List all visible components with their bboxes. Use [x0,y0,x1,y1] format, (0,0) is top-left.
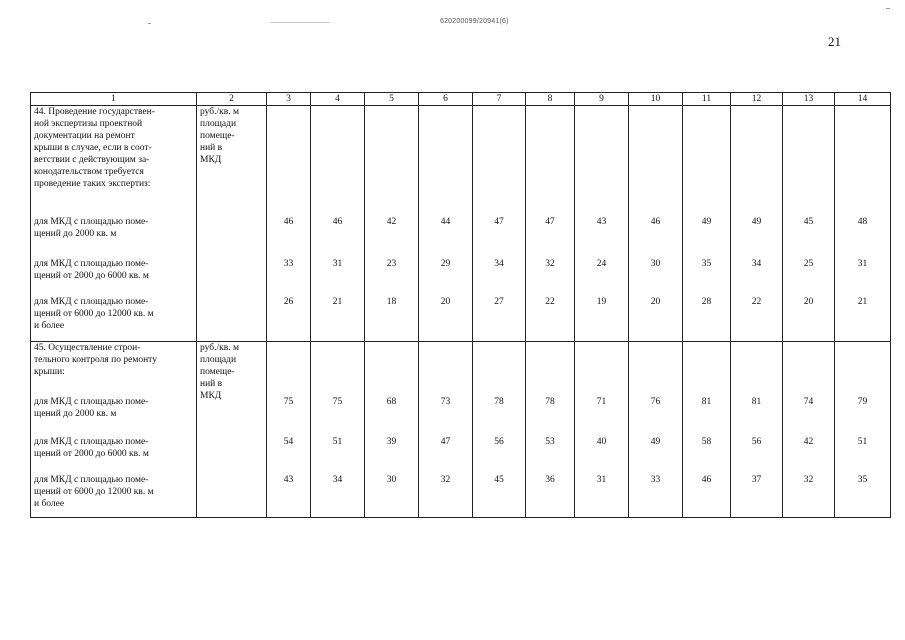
value-cell: 35 [835,474,891,518]
table-row [31,436,891,474]
value-cell: 31 [575,474,629,518]
value-cell: 81 [683,396,731,436]
value-cell: 40 [575,436,629,474]
column-number-2: 2 [197,93,267,106]
section-title [31,106,197,216]
value-cell: 42 [365,216,419,258]
column-number-8: 8 [526,93,575,106]
unit-cell [197,342,267,518]
value-cell: 25 [783,258,835,296]
column-number-11: 11 [683,93,731,106]
value-cell: 81 [731,396,783,436]
value-cell: 34 [473,258,526,296]
text-line: руб./кв. м [200,107,239,117]
value-cell: 56 [731,436,783,474]
value-cell: 53 [526,436,575,474]
table-row [31,474,891,518]
empty-cell [311,342,365,396]
value-cell: 22 [731,296,783,342]
column-number-12: 12 [731,93,783,106]
text-line: крыши в случае, если в соот- [34,143,152,153]
section-title-row [31,342,891,396]
column-number-5: 5 [365,93,419,106]
unit-cell [197,106,267,342]
table-row [31,396,891,436]
page-number: 21 [828,34,841,49]
text-line: тельного контроля по ремонту [34,355,157,365]
text-line: проведение таких экспертиз: [34,179,151,189]
value-cell: 75 [267,396,311,436]
value-cell: 32 [783,474,835,518]
scan-speck [886,8,890,9]
text-line: щений от 6000 до 12000 кв. м [34,308,154,319]
column-number-10: 10 [629,93,683,106]
empty-cell [629,106,683,216]
column-number-row [31,93,891,106]
tariff-table [30,92,891,518]
value-cell: 43 [575,216,629,258]
value-cell: 18 [365,296,419,342]
value-cell: 32 [526,258,575,296]
column-number-7: 7 [473,93,526,106]
row-label [31,396,197,436]
table-row [31,216,891,258]
empty-cell [731,106,783,216]
text-line: щений до 2000 кв. м [34,408,117,419]
value-cell: 36 [526,474,575,518]
empty-cell [783,342,835,396]
column-number-14: 14 [835,93,891,106]
column-number-3: 3 [267,93,311,106]
value-cell: 46 [683,474,731,518]
text-line: помеще- [200,131,235,141]
empty-cell [419,106,473,216]
text-line: ний в [200,379,223,389]
text-line: ветствии с действующим за- [34,155,150,165]
value-cell: 68 [365,396,419,436]
text-line: для МКД с площадью поме- [34,396,149,407]
value-cell: 74 [783,396,835,436]
value-cell: 22 [526,296,575,342]
scan-speck [148,23,151,24]
text-line: ний в [200,143,223,153]
value-cell: 54 [267,436,311,474]
text-line: для МКД с площадью поме- [34,296,149,307]
table-body [31,106,891,518]
text-line: для МКД с площадью поме- [34,436,149,447]
text-line: руб./кв. м [200,343,239,353]
value-cell: 37 [731,474,783,518]
column-number-9: 9 [575,93,629,106]
value-cell: 46 [629,216,683,258]
text-line: 44. Проведение государствен- [34,107,155,117]
empty-cell [683,342,731,396]
value-cell: 71 [575,396,629,436]
empty-cell [365,106,419,216]
column-number-6: 6 [419,93,473,106]
value-cell: 20 [629,296,683,342]
column-number-4: 4 [311,93,365,106]
value-cell: 23 [365,258,419,296]
text-line: щений от 6000 до 12000 кв. м [34,486,154,497]
text-line: для МКД с площадью поме- [34,216,149,227]
value-cell: 47 [419,436,473,474]
value-cell: 75 [311,396,365,436]
value-cell: 33 [267,258,311,296]
value-cell: 58 [683,436,731,474]
value-cell: 44 [419,216,473,258]
value-cell: 51 [311,436,365,474]
text-line: МКД [200,155,222,165]
value-cell: 47 [526,216,575,258]
text-line: крыши: [34,367,65,377]
value-cell: 27 [473,296,526,342]
value-cell: 34 [731,258,783,296]
value-cell: 39 [365,436,419,474]
value-cell: 78 [473,396,526,436]
row-label [31,296,197,342]
section-title-row [31,106,891,216]
empty-cell [731,342,783,396]
value-cell: 33 [629,474,683,518]
value-cell: 26 [267,296,311,342]
empty-cell [683,106,731,216]
section-title [31,342,197,396]
value-cell: 28 [683,296,731,342]
text-line: площади [200,119,237,129]
text-line: для МКД с площадью поме- [34,474,149,485]
empty-cell [419,342,473,396]
value-cell: 21 [311,296,365,342]
value-cell: 20 [419,296,473,342]
value-cell: 78 [526,396,575,436]
document-code: 620200099/20941(6) [440,18,509,25]
text-line: 45. Осуществление строи- [34,343,141,353]
value-cell: 49 [731,216,783,258]
value-cell: 46 [267,216,311,258]
text-line: щений от 2000 до 6000 кв. м [34,270,149,281]
value-cell: 19 [575,296,629,342]
value-cell: 76 [629,396,683,436]
row-label [31,436,197,474]
text-line: щений от 2000 до 6000 кв. м [34,448,149,459]
empty-cell [526,106,575,216]
value-cell: 32 [419,474,473,518]
text-line: для МКД с площадью поме- [34,258,149,269]
text-line: и более [34,498,65,509]
empty-cell [267,106,311,216]
scan-speck [270,22,330,23]
text-line: щений до 2000 кв. м [34,228,117,239]
value-cell: 43 [267,474,311,518]
value-cell: 45 [473,474,526,518]
text-line: и более [34,320,65,331]
column-number-13: 13 [783,93,835,106]
empty-cell [629,342,683,396]
value-cell: 31 [311,258,365,296]
value-cell: 45 [783,216,835,258]
value-cell: 30 [365,474,419,518]
row-label [31,474,197,518]
text-line: ной экспертизы проектной [34,119,143,129]
text-line: конодательством требуется [34,167,144,177]
table-row [31,258,891,296]
value-cell: 20 [783,296,835,342]
value-cell: 42 [783,436,835,474]
empty-cell [267,342,311,396]
empty-cell [835,106,891,216]
text-line: помеще- [200,367,235,377]
empty-cell [835,342,891,396]
value-cell: 49 [629,436,683,474]
value-cell: 35 [683,258,731,296]
value-cell: 46 [311,216,365,258]
text-line: МКД [200,391,222,401]
value-cell: 21 [835,296,891,342]
value-cell: 47 [473,216,526,258]
value-cell: 31 [835,258,891,296]
value-cell: 49 [683,216,731,258]
empty-cell [365,342,419,396]
empty-cell [526,342,575,396]
value-cell: 29 [419,258,473,296]
empty-cell [473,342,526,396]
empty-cell [473,106,526,216]
value-cell: 73 [419,396,473,436]
empty-cell [311,106,365,216]
row-label [31,258,197,296]
value-cell: 30 [629,258,683,296]
value-cell: 51 [835,436,891,474]
column-number-1: 1 [31,93,197,106]
value-cell: 24 [575,258,629,296]
table-row [31,296,891,342]
row-label [31,216,197,258]
value-cell: 48 [835,216,891,258]
value-cell: 79 [835,396,891,436]
text-line: документации на ремонт [34,131,135,141]
value-cell: 34 [311,474,365,518]
empty-cell [575,106,629,216]
value-cell: 56 [473,436,526,474]
empty-cell [783,106,835,216]
text-line: площади [200,355,237,365]
empty-cell [575,342,629,396]
